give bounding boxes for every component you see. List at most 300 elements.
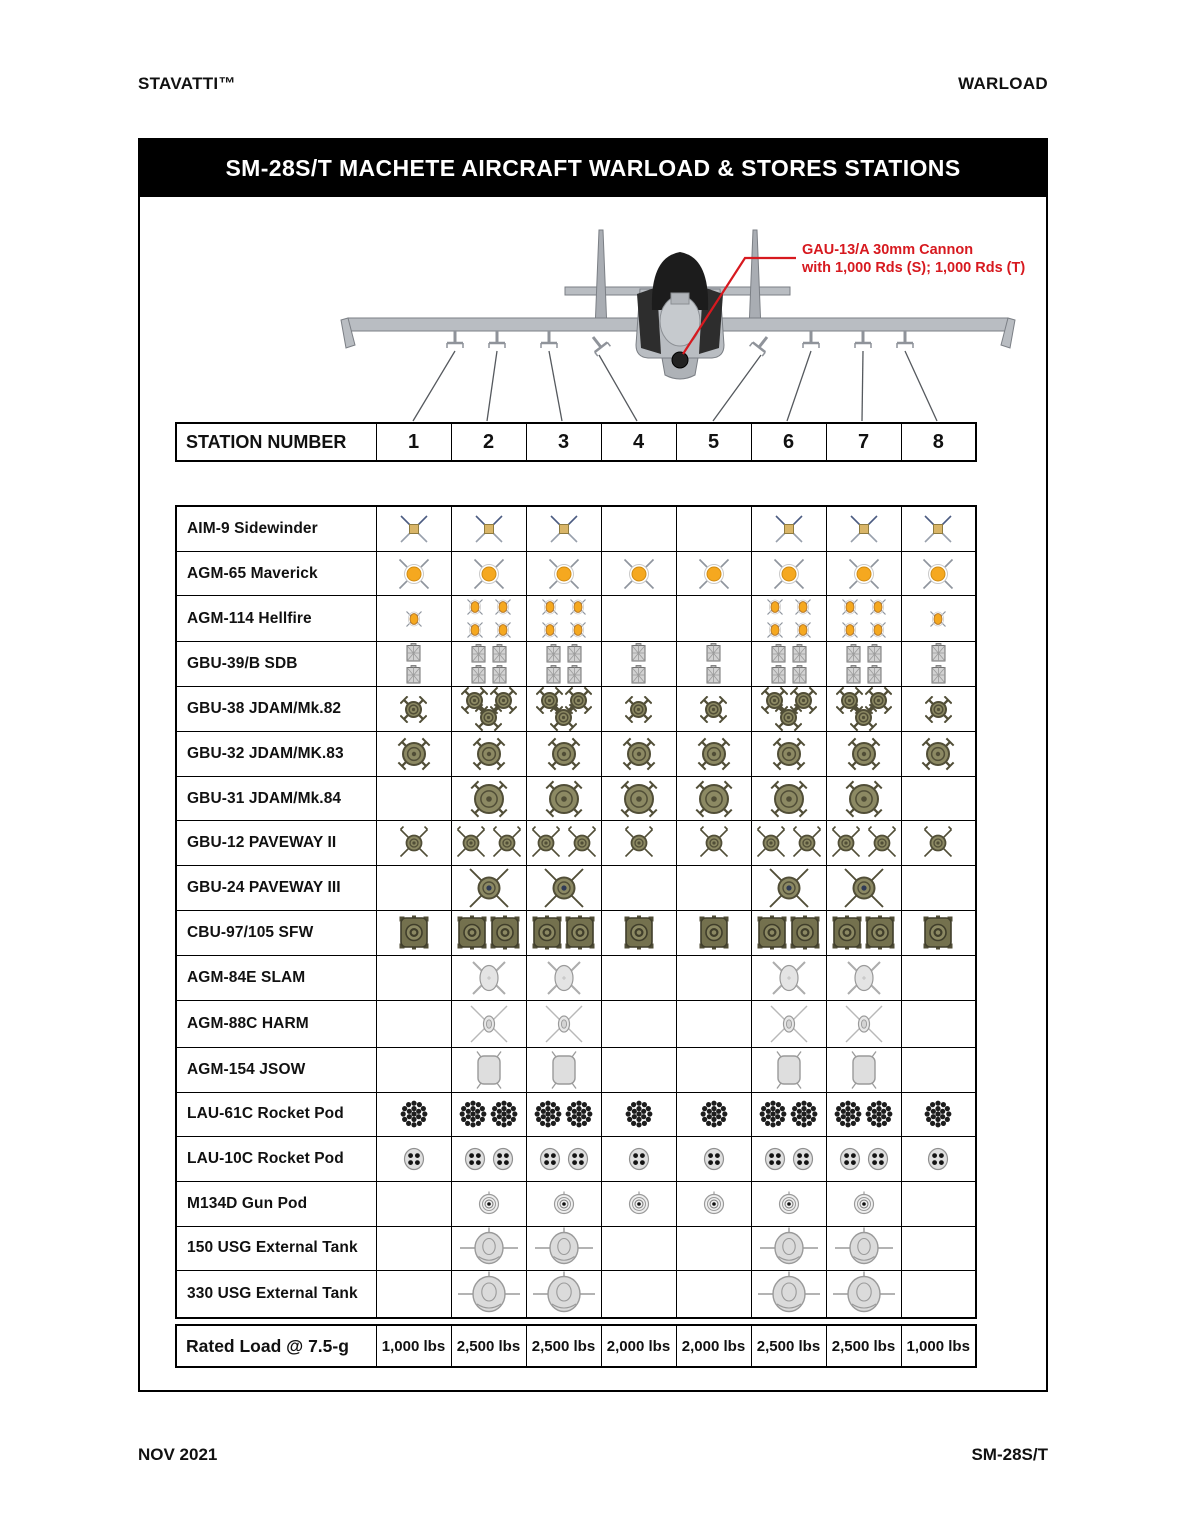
weapon-label: AGM-88C HARM <box>176 1000 376 1047</box>
station-number-table <box>175 422 977 462</box>
weapon-label: 330 USG External Tank <box>176 1271 376 1319</box>
stores-cell <box>676 642 751 687</box>
weapon-label: GBU-39/B SDB <box>176 642 376 687</box>
jdam_s-icon <box>775 704 802 731</box>
gbu12-icon <box>397 826 431 860</box>
agm65-icon <box>693 553 735 595</box>
stores-cell <box>526 506 601 551</box>
stores-cell <box>451 911 526 956</box>
lau61-icon <box>399 1099 429 1129</box>
lau10-icon <box>538 1147 562 1171</box>
jdam_l-icon <box>842 778 886 820</box>
stores-cell <box>751 821 826 866</box>
lau61-icon <box>458 1099 488 1129</box>
stores-cell <box>601 866 676 911</box>
stores-cell <box>826 1000 901 1047</box>
hellfire-icon <box>492 619 514 641</box>
aim9-icon <box>470 510 508 548</box>
stores-cell <box>376 1092 451 1137</box>
cbu97-icon <box>864 915 896 950</box>
stores-cell <box>526 1000 601 1047</box>
stores-cell <box>901 1092 976 1137</box>
weapon-row <box>176 866 976 911</box>
stores-cell <box>751 596 826 642</box>
stores-cell <box>376 1137 451 1182</box>
page-title: SM-28S/T MACHETE AIRCRAFT WARLOAD & STORES STATIONS <box>225 155 961 181</box>
stores-cell <box>901 1000 976 1047</box>
stores-cell <box>451 866 526 911</box>
jdam_s-icon <box>475 704 502 731</box>
stores-cell <box>676 732 751 777</box>
rated-load-cell: 2,000 lbs <box>676 1325 751 1367</box>
stores-cell <box>751 1226 826 1271</box>
stores-cell <box>526 866 601 911</box>
sdb-icon <box>706 643 721 663</box>
weapon-row <box>176 642 976 687</box>
jdam_m-icon <box>395 735 433 773</box>
windscreen <box>671 293 689 304</box>
gbu12-icon <box>697 826 731 860</box>
stores-cell <box>376 687 451 732</box>
jdam_s-icon <box>700 696 727 723</box>
stores-cell <box>376 506 451 551</box>
sdb-icon <box>546 665 561 685</box>
jdam_l-icon <box>617 778 661 820</box>
lau61-icon <box>789 1099 819 1129</box>
jsow-icon <box>846 1050 882 1090</box>
stores-cell <box>901 955 976 1000</box>
sdb-icon <box>471 665 486 685</box>
weapon-label: AGM-154 JSOW <box>176 1047 376 1092</box>
gbu12-icon <box>829 826 863 860</box>
weapon-row <box>176 1137 976 1182</box>
agm84-icon <box>542 956 586 1000</box>
m134-icon <box>626 1191 652 1217</box>
stores-cell <box>826 506 901 551</box>
cbu97-icon <box>756 915 788 950</box>
lau10-icon <box>926 1147 950 1171</box>
stores-cell <box>376 1226 451 1271</box>
stores-cell <box>751 1181 826 1226</box>
stores-cell <box>526 732 601 777</box>
stores-cell <box>751 1092 826 1137</box>
sdb-icon <box>567 665 582 685</box>
cannon-muzzle <box>672 352 688 368</box>
stores-cell <box>451 506 526 551</box>
weapon-label: 150 USG External Tank <box>176 1226 376 1271</box>
stores-cell <box>901 1226 976 1271</box>
stores-cell <box>901 1271 976 1319</box>
stores-cell <box>826 776 901 821</box>
tank330-icon <box>457 1271 521 1317</box>
stores-cell <box>676 1092 751 1137</box>
hellfire-icon <box>867 596 889 618</box>
hellfire-icon <box>567 619 589 641</box>
stores-cell <box>826 1047 901 1092</box>
hellfire-icon <box>764 596 786 618</box>
m134-icon <box>776 1191 802 1217</box>
gbu12-icon <box>622 826 656 860</box>
stores-cell <box>601 687 676 732</box>
stores-cell <box>376 821 451 866</box>
stores-cell <box>601 1047 676 1092</box>
cbu97-icon <box>456 915 488 950</box>
sdb-icon <box>631 643 646 663</box>
stores-cell <box>676 955 751 1000</box>
rated-load-cell: 2,000 lbs <box>601 1325 676 1367</box>
aim9-icon <box>545 510 583 548</box>
agm84-icon <box>842 956 886 1000</box>
stores-cell <box>376 911 451 956</box>
sdb-icon <box>867 644 882 664</box>
stores-cell <box>526 1047 601 1092</box>
sdb-icon <box>471 644 486 664</box>
gbu12-icon <box>790 826 824 860</box>
stores-cell <box>601 596 676 642</box>
stores-cell <box>526 821 601 866</box>
stores-cell <box>751 642 826 687</box>
weapon-label: AGM-65 Maverick <box>176 551 376 596</box>
stores-cell <box>751 776 826 821</box>
title-bar <box>140 140 1046 197</box>
stores-cell <box>826 911 901 956</box>
jdam_l-icon <box>542 778 586 820</box>
weapon-label: LAU-10C Rocket Pod <box>176 1137 376 1182</box>
aircraft-front-view-diagram <box>140 197 1044 422</box>
stores-cell <box>451 1047 526 1092</box>
hellfire-icon <box>867 619 889 641</box>
stores-cell <box>526 687 601 732</box>
gbu24-icon <box>467 866 511 910</box>
weapon-label: CBU-97/105 SFW <box>176 911 376 956</box>
cbu97-icon <box>489 915 521 950</box>
jdam_s-icon <box>625 696 652 723</box>
rated-load-label: Rated Load @ 7.5-g <box>176 1325 376 1367</box>
stores-cell <box>526 1137 601 1182</box>
stores-cell <box>526 776 601 821</box>
stores-cell <box>901 776 976 821</box>
stores-cell <box>526 1226 601 1271</box>
agm88-icon <box>466 1001 512 1047</box>
stores-cell <box>826 821 901 866</box>
stores-cell <box>526 596 601 642</box>
stores-cell <box>376 551 451 596</box>
lau61-icon <box>489 1099 519 1129</box>
footer-model: SM-28S/T <box>971 1445 1048 1464</box>
stores-cell <box>751 1137 826 1182</box>
jsow-icon <box>471 1050 507 1090</box>
stores-cell <box>826 687 901 732</box>
agm84-icon <box>767 956 811 1000</box>
stores-cell <box>601 1092 676 1137</box>
sdb-icon <box>567 644 582 664</box>
lau61-icon <box>624 1099 654 1129</box>
stores-cell <box>901 1047 976 1092</box>
stores-cell <box>451 732 526 777</box>
jdam_m-icon <box>845 735 883 773</box>
sdb-icon <box>771 644 786 664</box>
agm88-icon <box>841 1001 887 1047</box>
stores-cell <box>601 642 676 687</box>
hellfire-icon <box>927 608 949 630</box>
station-number-cell: 7 <box>826 423 901 461</box>
stores-cell <box>826 1226 901 1271</box>
weapon-row <box>176 596 976 642</box>
hellfire-icon <box>839 619 861 641</box>
stores-cell <box>751 866 826 911</box>
weapon-row <box>176 506 976 551</box>
jdam_l-icon <box>767 778 811 820</box>
weapon-row <box>176 776 976 821</box>
stores-cell <box>676 866 751 911</box>
agm65-icon <box>393 553 435 595</box>
stores-cell <box>901 732 976 777</box>
stores-cell <box>376 642 451 687</box>
stores-cell <box>526 955 601 1000</box>
weapon-label: GBU-12 PAVEWAY II <box>176 821 376 866</box>
station-number-cell: 2 <box>451 423 526 461</box>
sdb-icon <box>792 665 807 685</box>
stores-cell <box>601 821 676 866</box>
stores-cell <box>451 1271 526 1319</box>
stores-cell <box>676 1047 751 1092</box>
stores-cell <box>826 866 901 911</box>
gbu12-icon <box>754 826 788 860</box>
stores-cell <box>451 1137 526 1182</box>
gbu12-icon <box>454 826 488 860</box>
weapon-label: GBU-32 JDAM/MK.83 <box>176 732 376 777</box>
weapon-row <box>176 687 976 732</box>
stores-cell <box>676 551 751 596</box>
sdb-icon <box>867 665 882 685</box>
lau10-icon <box>791 1147 815 1171</box>
station-number-cell: 8 <box>901 423 976 461</box>
warload-panel <box>138 138 1048 1392</box>
stores-cell <box>826 551 901 596</box>
lau10-icon <box>566 1147 590 1171</box>
lau10-icon <box>866 1147 890 1171</box>
stores-cell <box>601 1181 676 1226</box>
weapon-row <box>176 911 976 956</box>
cbu97-icon <box>831 915 863 950</box>
agm65-icon <box>543 553 585 595</box>
left-tail-fin <box>595 230 607 330</box>
stores-cell <box>526 1092 601 1137</box>
stores-cell <box>451 955 526 1000</box>
stores-cell <box>376 1271 451 1319</box>
m134-icon <box>851 1191 877 1217</box>
lau10-icon <box>702 1147 726 1171</box>
weapon-label: AIM-9 Sidewinder <box>176 506 376 551</box>
stores-cell <box>601 1137 676 1182</box>
sdb-icon <box>706 665 721 685</box>
stores-cell <box>676 1271 751 1319</box>
agm88-icon <box>766 1001 812 1047</box>
right-tail-fin <box>749 230 761 330</box>
tank150-icon <box>459 1227 519 1269</box>
cbu97-icon <box>789 915 821 950</box>
stores-cell <box>751 687 826 732</box>
stores-cell <box>676 1181 751 1226</box>
jdam_s-icon <box>850 704 877 731</box>
stores-cell <box>751 1000 826 1047</box>
stores-cell <box>676 776 751 821</box>
jdam_s-icon <box>925 696 952 723</box>
stores-cell <box>601 776 676 821</box>
sdb-icon <box>846 644 861 664</box>
gbu24-icon <box>842 866 886 910</box>
weapon-row <box>176 955 976 1000</box>
stores-cell <box>451 776 526 821</box>
jdam_m-icon <box>919 735 957 773</box>
jsow-icon <box>546 1050 582 1090</box>
hellfire-icon <box>839 596 861 618</box>
weapon-label: GBU-38 JDAM/Mk.82 <box>176 687 376 732</box>
weapon-label: AGM-114 Hellfire <box>176 596 376 642</box>
stores-cell <box>601 1271 676 1319</box>
lau61-icon <box>564 1099 594 1129</box>
sdb-icon <box>846 665 861 685</box>
stores-cell <box>826 1137 901 1182</box>
stores-cell <box>451 1000 526 1047</box>
stores-cell <box>751 1047 826 1092</box>
callout-line1: GAU-13/A 30mm Cannon <box>802 242 974 258</box>
stores-cell <box>901 866 976 911</box>
stores-cell <box>676 596 751 642</box>
rated-load-cell: 2,500 lbs <box>526 1325 601 1367</box>
stores-cell <box>451 642 526 687</box>
jdam_s-icon <box>400 696 427 723</box>
stores-cell <box>676 1226 751 1271</box>
sdb-icon <box>931 665 946 685</box>
agm65-icon <box>468 553 510 595</box>
stores-cell <box>376 1000 451 1047</box>
weapons-stores-matrix <box>175 505 977 1319</box>
station-number-cell: 5 <box>676 423 751 461</box>
weapon-label: LAU-61C Rocket Pod <box>176 1092 376 1137</box>
jdam_m-icon <box>770 735 808 773</box>
station-number-cell: 4 <box>601 423 676 461</box>
jsow-icon <box>771 1050 807 1090</box>
stores-cell <box>601 1000 676 1047</box>
stores-cell <box>601 1226 676 1271</box>
stores-cell <box>901 596 976 642</box>
rated-load-cell: 1,000 lbs <box>901 1325 976 1367</box>
lau61-icon <box>923 1099 953 1129</box>
aim9-icon <box>845 510 883 548</box>
stores-cell <box>901 1181 976 1226</box>
stores-cell <box>376 955 451 1000</box>
stores-cell <box>751 551 826 596</box>
stores-cell <box>826 1092 901 1137</box>
lau10-icon <box>627 1147 651 1171</box>
stores-cell <box>751 955 826 1000</box>
stores-cell <box>826 1271 901 1319</box>
weapon-row <box>176 1000 976 1047</box>
hellfire-icon <box>792 596 814 618</box>
lau10-icon <box>402 1147 426 1171</box>
lau61-icon <box>758 1099 788 1129</box>
stores-cell <box>676 687 751 732</box>
weapon-row <box>176 1181 976 1226</box>
weapon-row <box>176 821 976 866</box>
stores-cell <box>526 551 601 596</box>
stores-cell <box>451 596 526 642</box>
station-number-cell: 6 <box>751 423 826 461</box>
stores-cell <box>751 732 826 777</box>
stores-cell <box>826 955 901 1000</box>
stores-cell <box>901 506 976 551</box>
cbu97-icon <box>698 915 730 950</box>
gbu12-icon <box>865 826 899 860</box>
gbu12-icon <box>529 826 563 860</box>
station-number-cell: 1 <box>376 423 451 461</box>
agm65-icon <box>843 553 885 595</box>
aim9-icon <box>919 510 957 548</box>
sdb-icon <box>406 665 421 685</box>
stores-cell <box>376 1181 451 1226</box>
jdam_m-icon <box>695 735 733 773</box>
m134-icon <box>701 1191 727 1217</box>
weapon-label: M134D Gun Pod <box>176 1181 376 1226</box>
gbu24-icon <box>767 866 811 910</box>
m134-icon <box>476 1191 502 1217</box>
stores-cell <box>376 866 451 911</box>
agm88-icon <box>541 1001 587 1047</box>
weapon-label: GBU-31 JDAM/Mk.84 <box>176 776 376 821</box>
cbu97-icon <box>564 915 596 950</box>
stores-cell <box>901 911 976 956</box>
stores-cell <box>526 1271 601 1319</box>
cbu97-icon <box>398 915 430 950</box>
stores-cell <box>676 1137 751 1182</box>
tank330-icon <box>532 1271 596 1317</box>
sdb-icon <box>931 643 946 663</box>
gbu12-icon <box>490 826 524 860</box>
stores-cell <box>601 911 676 956</box>
stores-cell <box>676 911 751 956</box>
stores-cell <box>451 687 526 732</box>
stores-cell <box>376 776 451 821</box>
agm65-icon <box>768 553 810 595</box>
rated-load-cell: 2,500 lbs <box>451 1325 526 1367</box>
sdb-icon <box>792 644 807 664</box>
hellfire-icon <box>464 596 486 618</box>
stores-cell <box>751 1271 826 1319</box>
hellfire-icon <box>539 619 561 641</box>
lau10-icon <box>838 1147 862 1171</box>
stores-cell <box>601 551 676 596</box>
tank330-icon <box>757 1271 821 1317</box>
stores-cell <box>901 821 976 866</box>
stores-cell <box>451 1226 526 1271</box>
sdb-icon <box>546 644 561 664</box>
jdam_m-icon <box>470 735 508 773</box>
stores-cell <box>376 1047 451 1092</box>
weapon-row <box>176 551 976 596</box>
tank150-icon <box>759 1227 819 1269</box>
gbu12-icon <box>921 826 955 860</box>
rated-load-cell: 2,500 lbs <box>826 1325 901 1367</box>
stores-cell <box>601 506 676 551</box>
tank150-icon <box>834 1227 894 1269</box>
hellfire-icon <box>403 608 425 630</box>
hellfire-icon <box>492 596 514 618</box>
cbu97-icon <box>623 915 655 950</box>
stores-cell <box>526 1181 601 1226</box>
hellfire-icon <box>764 619 786 641</box>
stores-cell <box>526 911 601 956</box>
